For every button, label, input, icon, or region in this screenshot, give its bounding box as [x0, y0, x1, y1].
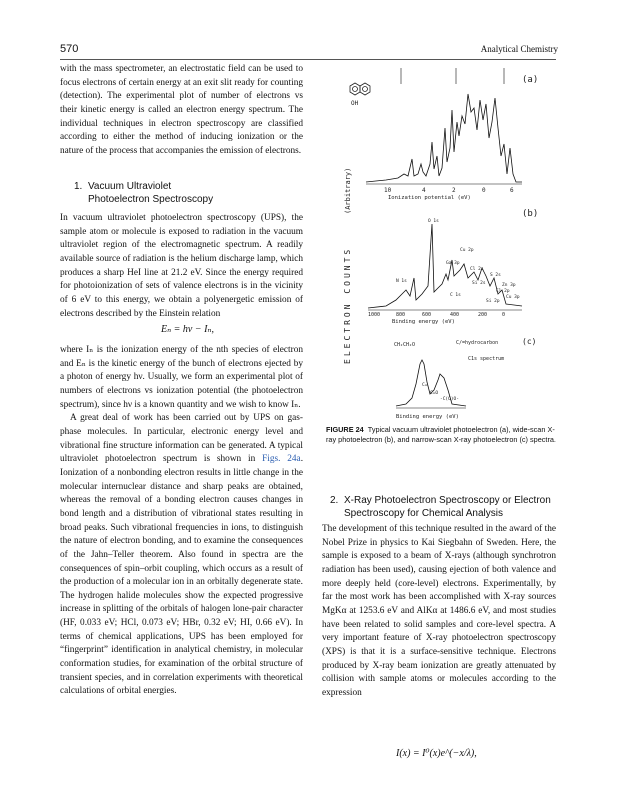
panel-b-tick-1000: 1000 — [368, 312, 381, 318]
panel-c-annot-4: C= — [422, 383, 428, 388]
panel-b-tick-0: 0 — [502, 312, 506, 318]
peak-cl2p: Cl 2p — [496, 289, 510, 294]
molecule-structure-icon — [350, 83, 370, 95]
figure-24-caption — [326, 425, 558, 445]
section-1-paragraph-2: where Iₙ is the ionization energy of the nth species of electron and Eₙ is the kinetic energy of the bunch of electrons ejected by a photon of energy hν. Usually, we form an experimental plot of numbers of electrons vs ionization potential (the photoelectron spectrum), since hν is a known quantity and we wish to know Iₙ. — [60, 345, 303, 410]
peak-cu2p: Cu 2p — [460, 248, 474, 253]
panel-c-annot-3: C1s spectrum — [468, 356, 505, 362]
panel-a-tick-0: 0 — [482, 187, 486, 194]
section-1-paragraph-1: In vacuum ultraviolet photoelectron spectroscopy (UPS), the sample atom or molecule is exposed to radiation in the vacuum ultraviolet region of the electromagnetic spectrum. A readily available source of radiation is the helium discharge lamp, which produces a sharp HeI line at 21.2 eV. Since the energy required for photoionization of sets of valence electrons is in the vicinity of 6 eV to this energy, we obtain a polyenergetic emission of electrons described by the Einstein relation — [60, 213, 303, 319]
peak-n1s: N 1s — [396, 279, 407, 284]
section-1-title-line2: Photoelectron Spectroscopy — [88, 194, 214, 205]
paragraph-3-text-a: A great deal of work has been carried out by UPS on gas-phase molecules. In particular, electronic energy level and vibrational fine structure information can be generated. A typical ultraviolet photoelectron spectrum is shown in — [60, 413, 303, 465]
peak-si2s: Si 2s — [472, 281, 486, 286]
section-2-title-line1: X-Ray Photoelectron Spectroscopy or Electron — [344, 495, 551, 506]
panel-b-label: (b) — [522, 209, 539, 219]
left-column — [60, 63, 303, 159]
right-column — [322, 523, 556, 701]
peak-zn3p: Zn 3p — [502, 283, 516, 288]
panel-a-tick-6: 6 — [510, 187, 514, 194]
intro-paragraph: with the mass spectrometer, an electrostatic field can be used to focus electrons of certain energy at an exit slit ready for counting (detection). The experimental plot of number of electrons vs their kinetic energy is called an electron energy spectrum. The individual techniques in electron spectroscopy are classified according to either the method of inducing ionization or the nature of the process that accompanies the emission of electrons. — [60, 64, 303, 156]
panel-c-annot-1: CH₂CH₂O — [394, 342, 416, 348]
panel-b — [368, 209, 538, 325]
panel-b-tick-400: 400 — [450, 312, 460, 318]
panel-c-annot-6: -C(O)O- — [440, 397, 459, 402]
section-1-body-2 — [60, 344, 303, 699]
panel-a-tick-2: 2 — [452, 187, 456, 194]
section-2-title-line2: Spectroscopy for Chemical Analysis — [344, 508, 503, 519]
panel-c-annot-5: C=O — [430, 391, 439, 396]
panel-b-tick-600: 600 — [422, 312, 432, 318]
panel-b-xlabel: Binding energy (eV) — [392, 319, 455, 325]
panel-c-label: (c) — [522, 337, 537, 346]
header-rule — [60, 59, 556, 60]
panel-c-annot-2: C/=hydrocarbon — [456, 340, 499, 346]
section-1-number: 1. — [74, 181, 83, 192]
section-2-number: 2. — [330, 495, 339, 506]
peak-si2p: Si 2p — [486, 299, 500, 304]
section-2-heading — [330, 494, 558, 520]
section-1-heading — [74, 180, 304, 206]
peak-cl2s: Cl 2s — [470, 267, 484, 272]
section-1-paragraph-3 — [60, 412, 303, 699]
caption-label: FIGURE 24 — [326, 425, 364, 434]
page-number: 570 — [60, 43, 79, 55]
panel-b-tick-200: 200 — [478, 312, 488, 318]
y-axis-label-a: (Arbitrary) — [344, 167, 352, 214]
panel-b-tick-800: 800 — [396, 312, 406, 318]
paragraph-3-text-b: . Ionization of a nonbonding electron results in little change in the molecular internuclear distance and sharp peaks are obtained, whereas the removal of a bonding electron causes changes in bond length and a distribution of vibrational states resulting in broad peaks. Such vibrational frequencies in ions, to distinguish the nature of electron bonding, and to examine the consequences of the Jahn–Teller theorem. Also found in spectra are the consequences of spin–orbit coupling, which occurs as a result of the production of a molecular ion in an orbitally degenerate state. The hydrogen halide molecules show the expected progressive increase in splitting of the orbitals of halogen lone-pair character (HF, 0.033 eV; HCl, 0.073 eV; HBr, 0.32 eV; HI, 0.66 eV). In terms of chemical applications, UPS has been employed for “fingerprint” identification in analytical chemistry, in molecular conformation studies, for examination of the orbital structure of transient species, and in correlation experiments with theoretical calculations of orbital energies. — [60, 454, 304, 697]
panel-a-xlabel: Ionization potential (eV) — [388, 195, 471, 201]
section-1-body — [60, 212, 303, 321]
molecule-label: OH — [351, 100, 359, 107]
panel-a-tick-4: 4 — [422, 187, 426, 194]
section-1-title-line1: Vacuum Ultraviolet — [88, 181, 172, 192]
peak-c1s: C 1s — [450, 293, 461, 298]
panel-a-tick-10: 10 — [384, 187, 392, 194]
attenuation-equation: I(x) = I⁰(x)e^(−x/λ), — [396, 748, 477, 759]
section-2-paragraph-1: The development of this technique resulted in the award of the Nobel Prize in physics to Kai Siegbahn of Sweden. Here, the sample is exposed to a beam of X-rays (although synchrotron radiation has been used), causing ejection of both valence and more deeply held (core-level) electrons. Experimentally, by far the most work has been accomplished with X-ray sources MgKα at 1253.6 eV and AlKα at 1486.6 eV, and most studies have been related to solid samples and core-level spectra. A very important feature of X-ray photoelectron spectroscopy (XPS) is that it is a surface-sensitive technique. Electrons produced by X-ray beam ionization are greatly attenuated by collision with sample atoms or molecules according to the expression — [322, 524, 556, 698]
figure-24a-link[interactable]: Figs. 24a — [262, 454, 301, 465]
caption-text: Typical vacuum ultraviolet photoelectron (a), wide-scan X-ray photoelectron (b), and narrow-scan X-ray photoelectron (c) spectra. — [326, 425, 556, 444]
peak-cu3p: Cu 3p — [506, 295, 520, 300]
peak-ga3p: Ga 3p — [446, 261, 460, 266]
panel-c-xlabel: Binding energy (eV) — [396, 414, 459, 420]
panel-a-label: (a) — [522, 75, 539, 85]
panel-c — [394, 337, 536, 420]
running-title: Analytical Chemistry — [480, 44, 558, 54]
y-axis-label-b: ELECTRON COUNTS — [343, 246, 352, 364]
peak-s2s: S 2s — [490, 273, 501, 278]
figure-24-spectra — [326, 64, 558, 422]
panel-a — [350, 68, 538, 201]
peak-o1s: O 1s — [428, 219, 439, 224]
einstein-equation: Eₙ = hν − Iₙ, — [161, 324, 214, 335]
panel-b-spectrum — [368, 224, 522, 308]
panel-a-spectrum — [366, 94, 522, 182]
